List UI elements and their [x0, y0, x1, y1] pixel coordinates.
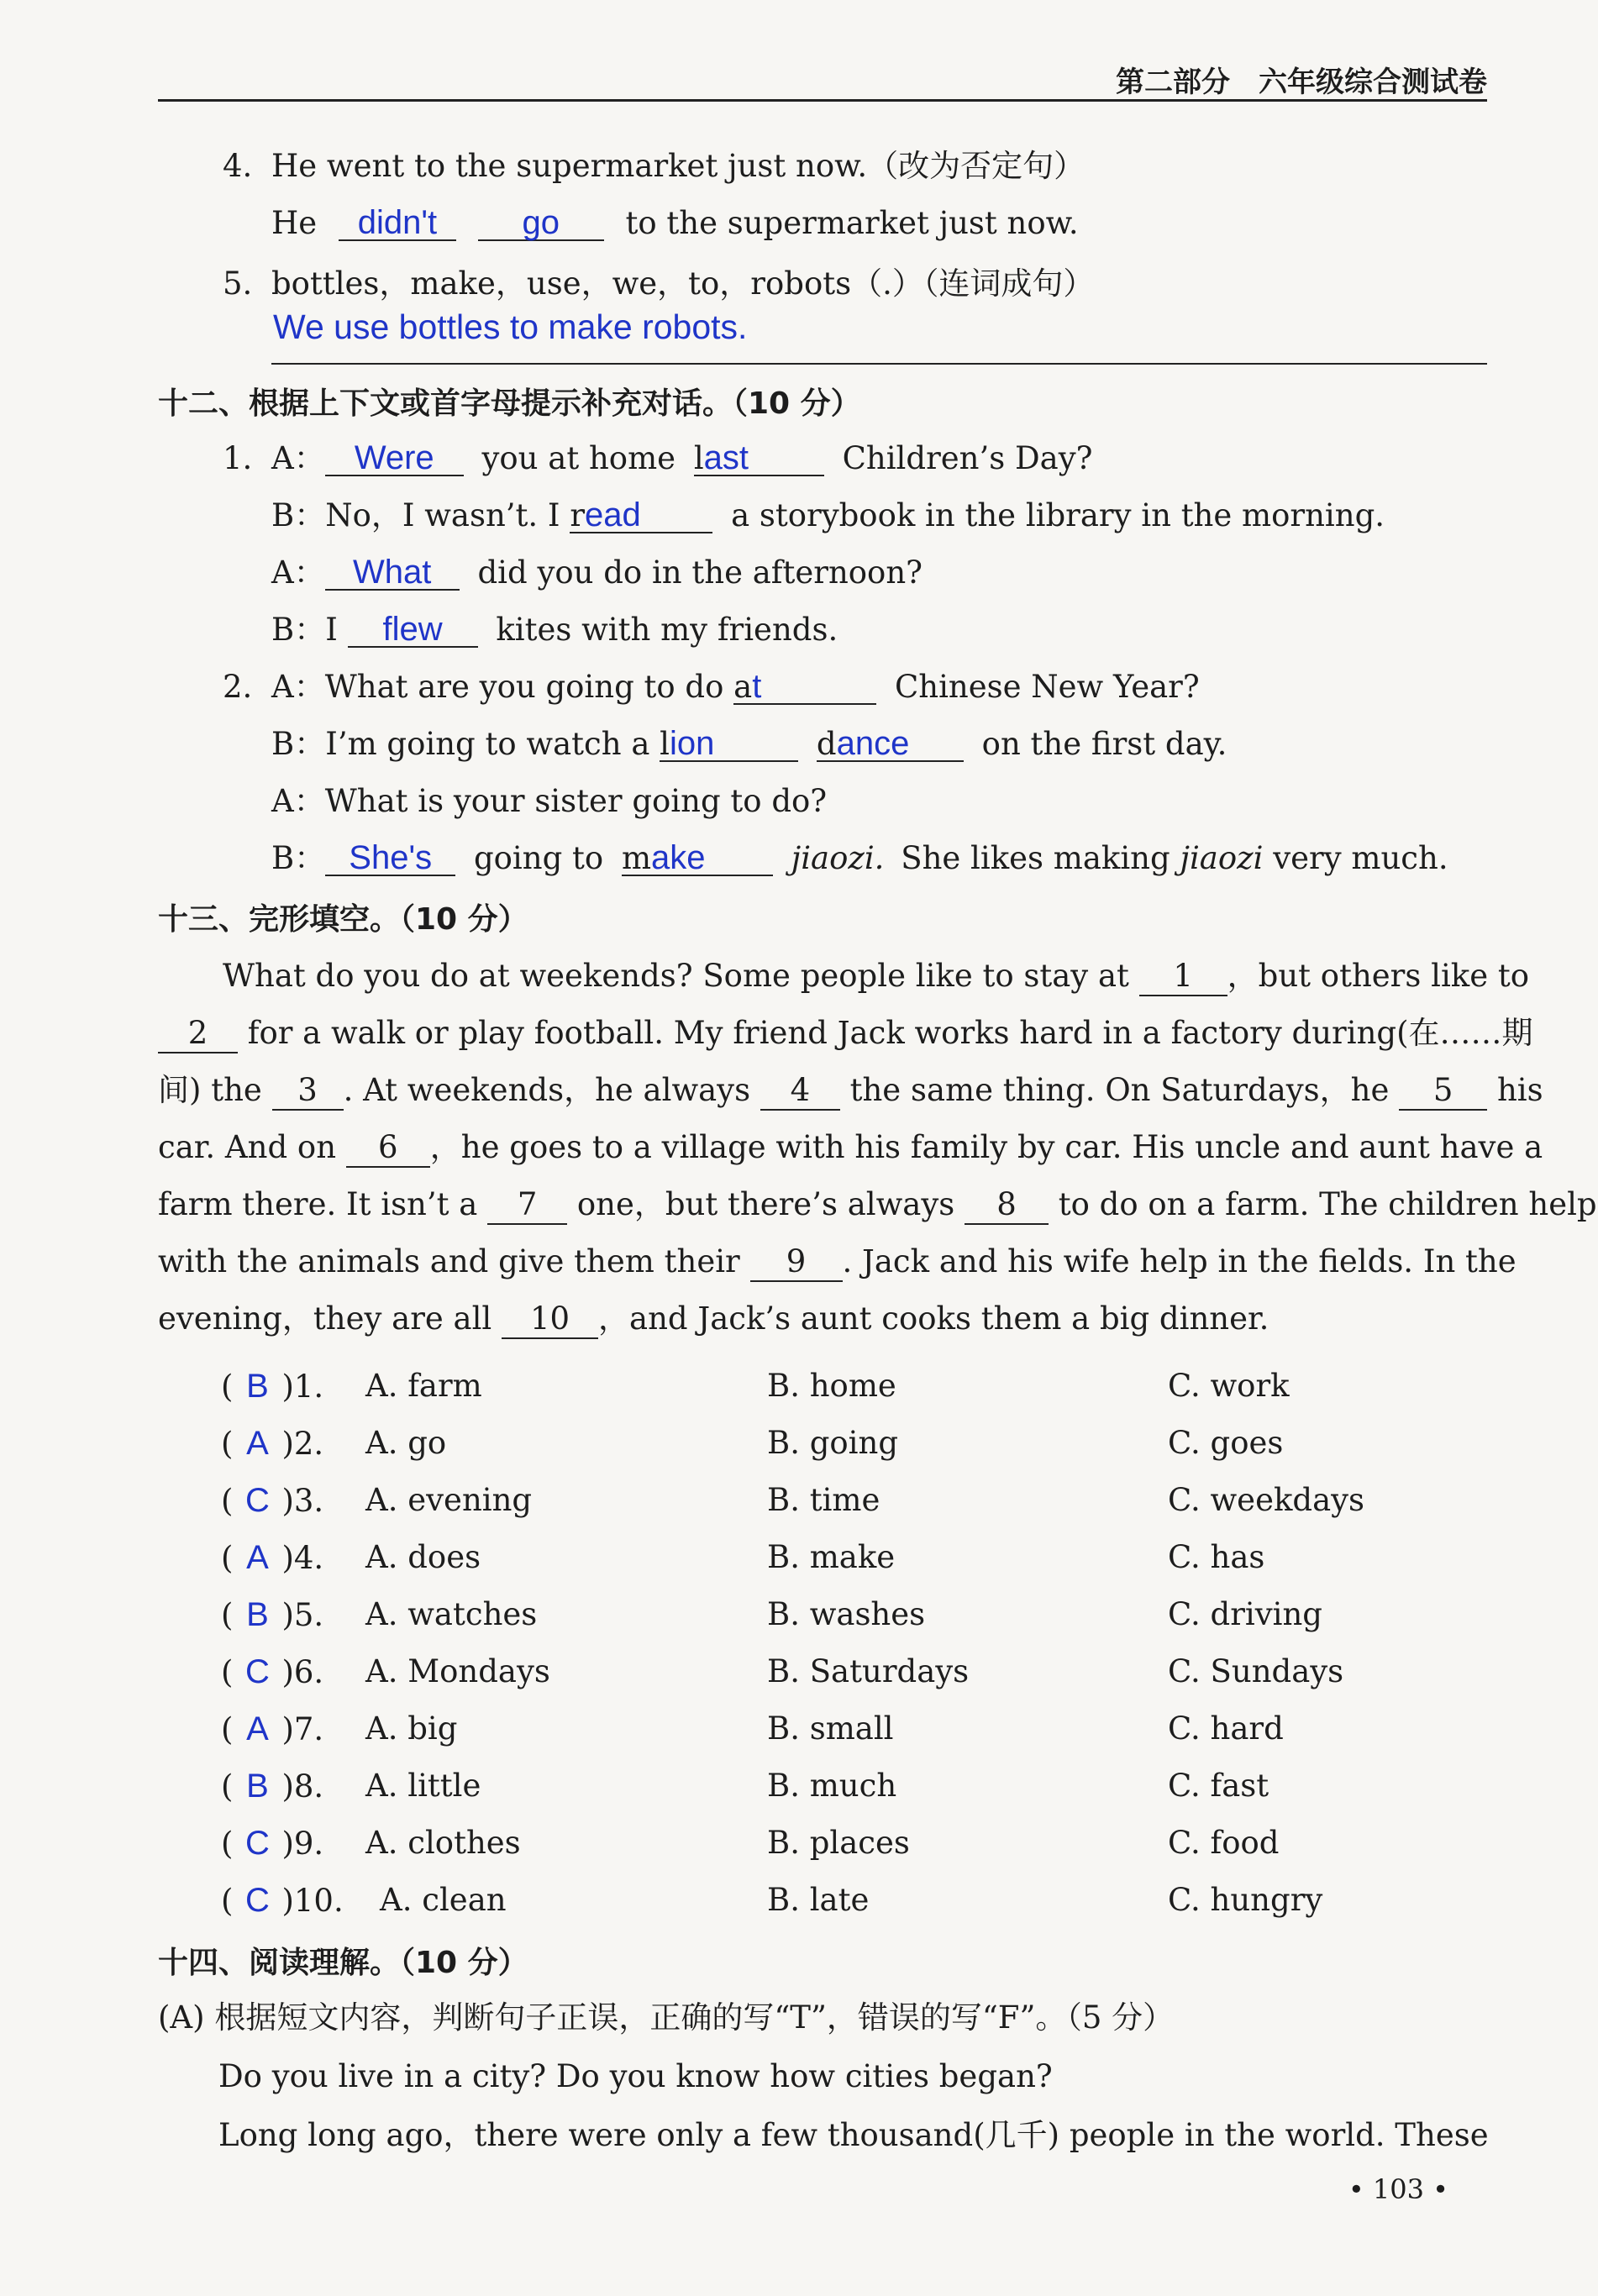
d1-l1-blank-2[interactable]: last	[694, 441, 824, 476]
option-answer[interactable]: C	[244, 1882, 270, 1919]
d1-l1-end: Children’s Day?	[842, 440, 1093, 476]
speaker-b: B：	[271, 612, 326, 648]
q4-rest: to the supermarket just now.	[625, 205, 1079, 241]
option-answer[interactable]: A	[246, 1425, 269, 1462]
section-12-title: 十二、根据上下文或首字母提示补充对话。（10 分）	[158, 386, 861, 421]
cloze-blank-4[interactable]: 4	[760, 1072, 840, 1111]
option-a: A. Mondays	[365, 1653, 550, 1689]
option-c: C. food	[1168, 1825, 1280, 1861]
option-c: C. hard	[1168, 1710, 1284, 1747]
option-a: A. does	[365, 1539, 481, 1575]
option-b: B. going	[767, 1425, 899, 1461]
d1-l1-mid: you at home	[481, 440, 676, 476]
option-b: B. time	[767, 1482, 880, 1518]
option-c: C. weekdays	[1168, 1482, 1365, 1518]
option-c: C. fast	[1168, 1768, 1269, 1804]
option-row: ( C )10.	[221, 1878, 344, 1923]
option-a: A. go	[365, 1425, 447, 1461]
option-row: ( A )4.	[221, 1536, 323, 1580]
option-row: ( B )5.	[221, 1593, 323, 1637]
speaker-a: A：	[271, 669, 325, 705]
d2-l4-italic-2: jiaozi	[1180, 840, 1264, 876]
cloze-blank-2[interactable]: 2	[158, 1015, 238, 1053]
d1-l4-pre: I	[325, 612, 338, 648]
cloze-line-3: 间) the 3 . At weekends，he always 4 the same thing. On Saturdays，he 5 his	[158, 1062, 1485, 1119]
option-row: ( A )7.	[221, 1707, 323, 1752]
option-a: A. farm	[365, 1368, 482, 1404]
q5-prompt: bottles，make，use，we，to，robots（.）（连词成句）	[271, 265, 1095, 302]
d2-l1-pre: What are you going to do	[324, 669, 724, 705]
cloze-blank-3[interactable]: 3	[272, 1072, 344, 1111]
d1-line-3	[271, 551, 923, 595]
d1-l2-blank[interactable]: read	[570, 498, 712, 533]
option-a: A. evening	[365, 1482, 533, 1518]
option-a: A. clothes	[365, 1825, 521, 1861]
page-number: • 103 •	[1348, 2173, 1448, 2205]
speaker-a: A：	[271, 554, 325, 591]
d2-l4-mid: going to	[473, 840, 604, 876]
speaker-b: B：	[271, 840, 326, 876]
option-c: C. hungry	[1168, 1882, 1323, 1918]
option-row: ( C )3.	[221, 1479, 323, 1523]
d2-number: 2.	[223, 669, 253, 705]
option-row: ( A )2.	[221, 1421, 323, 1466]
d2-l2-blank-2[interactable]: dance	[817, 727, 964, 762]
option-b: B. small	[767, 1710, 894, 1747]
option-c: C. goes	[1168, 1425, 1284, 1461]
header-rule	[158, 99, 1487, 102]
option-c: C. work	[1168, 1368, 1290, 1404]
option-row: ( C )9.	[221, 1821, 323, 1866]
d2-l2-pre: I’m going to watch a	[325, 726, 650, 762]
q4-he: He	[271, 205, 318, 241]
option-b: B. washes	[767, 1596, 926, 1632]
d2-l2-end: on the first day.	[981, 726, 1227, 762]
q4-prompt: He went to the supermarket just now.（改为否定句）	[271, 148, 1085, 184]
option-answer[interactable]: C	[244, 1825, 270, 1862]
cloze-line-1: What do you do at weekends? Some people like to stay at 1 ，but others like to	[223, 948, 1487, 1005]
q5-answer-rule	[271, 363, 1487, 365]
option-answer[interactable]: C	[244, 1653, 270, 1690]
option-b: B. Saturdays	[767, 1653, 970, 1689]
option-answer[interactable]: B	[246, 1596, 269, 1633]
d2-l3-text: What is your sister going to do?	[324, 783, 828, 819]
speaker-a: A：	[271, 440, 325, 476]
d2-l4-italic: jiaozi.	[791, 840, 885, 876]
d2-line-2	[271, 722, 1227, 766]
page-header-title: 第二部分 六年级综合测试卷	[1116, 66, 1487, 99]
d1-l2-pre: No，I wasn’t. I	[325, 497, 560, 533]
d1-l3-blank[interactable]: What	[325, 555, 460, 591]
cloze-blank-6[interactable]: 6	[346, 1129, 430, 1168]
d2-l1-blank[interactable]: at	[733, 670, 876, 705]
cloze-blank-5[interactable]: 5	[1399, 1072, 1487, 1111]
speaker-b: B：	[271, 497, 326, 533]
cloze-blank-9[interactable]: 9	[750, 1243, 843, 1282]
option-answer[interactable]: B	[246, 1768, 269, 1805]
d1-l4-end: kites with my friends.	[496, 612, 838, 648]
option-answer[interactable]: B	[246, 1368, 269, 1405]
option-c: C. Sundays	[1168, 1653, 1344, 1689]
option-a: A. watches	[365, 1596, 538, 1632]
d1-line-4	[271, 608, 838, 652]
d1-l1-blank-1[interactable]: Were	[325, 441, 464, 476]
cloze-blank-1[interactable]: 1	[1139, 958, 1227, 996]
cloze-line-6: with the animals and give them their 9 . Jack and his wife help in the fields. In the	[158, 1233, 1485, 1290]
option-b: B. home	[767, 1368, 896, 1404]
section-13-title: 十三、完形填空。（10 分）	[158, 902, 528, 937]
reading-line-1: Do you live in a city? Do you know how cities began?	[218, 2058, 1053, 2094]
section-14-title: 十四、阅读理解。（10 分）	[158, 1946, 528, 1980]
d1-number: 1.	[223, 440, 253, 476]
option-c: C. driving	[1168, 1596, 1322, 1632]
q4-blank-1[interactable]: didn't	[339, 206, 456, 241]
option-b: B. make	[767, 1539, 896, 1575]
d1-l3-end: did you do in the afternoon?	[477, 554, 923, 591]
option-b: B. much	[767, 1768, 897, 1804]
d2-l2-blank-1[interactable]: lion	[660, 727, 798, 762]
speaker-a: A：	[271, 783, 325, 819]
cloze-blank-10[interactable]: 10	[502, 1300, 598, 1339]
option-c: C. has	[1168, 1539, 1265, 1575]
option-row: ( C )6.	[221, 1650, 323, 1694]
d2-line-1	[271, 665, 1200, 709]
section-14-part-a: (A) 根据短文内容，判断句子正误，正确的写“T”，错误的写“F”。（5 分）	[158, 1999, 1175, 2036]
option-a: A. clean	[380, 1882, 507, 1918]
option-row: ( B )8.	[221, 1764, 323, 1809]
q4-answer-line	[271, 202, 1079, 245]
d1-l2-end: a storybook in the library in the morning.	[731, 497, 1385, 533]
option-b: B. late	[767, 1882, 870, 1918]
d2-l4-mid2: She likes making	[901, 840, 1170, 876]
speaker-b: B：	[271, 726, 326, 762]
d2-line-4	[271, 837, 1448, 880]
option-answer[interactable]: C	[244, 1482, 270, 1519]
option-answer[interactable]: A	[246, 1539, 269, 1576]
q4-blank-2[interactable]: go	[478, 206, 604, 241]
option-row: ( B )1.	[221, 1364, 323, 1409]
cloze-blank-7[interactable]: 7	[487, 1186, 567, 1225]
d1-l4-blank[interactable]: flew	[348, 612, 478, 648]
cloze-line-4: car. And on 6 ，he goes to a village with his family by car. His uncle and aunt have a	[158, 1119, 1485, 1176]
option-b: B. places	[767, 1825, 910, 1861]
cloze-line-5: farm there. It isn’t a 7 one，but there’s always 8 to do on a farm. The children help	[158, 1176, 1485, 1233]
d2-line-3	[271, 780, 827, 823]
cloze-line-2: 2 for a walk or play football. My friend Jack works hard in a factory during(在……期	[158, 1005, 1485, 1062]
cloze-blank-8[interactable]: 8	[965, 1186, 1049, 1225]
d2-l1-end: Chinese New Year?	[894, 669, 1200, 705]
q4-number: 4.	[223, 148, 253, 184]
d1-line-1	[271, 437, 1092, 481]
option-answer[interactable]: A	[246, 1710, 269, 1747]
d2-l4-blank-1[interactable]: She's	[325, 841, 455, 876]
q5-number: 5.	[223, 265, 253, 302]
cloze-line-7: evening，they are all 10 ，and Jack’s aunt cooks them a big dinner.	[158, 1290, 1485, 1348]
reading-line-2: Long long ago，there were only a few thousand(几千) people in the world. These	[218, 2117, 1489, 2153]
d2-l4-end: very much.	[1273, 840, 1448, 876]
d2-l4-blank-2[interactable]: make	[622, 841, 773, 876]
option-a: A. little	[365, 1768, 481, 1804]
q5-answer[interactable]: We use bottles to make robots.	[273, 307, 748, 346]
d1-line-2	[271, 494, 1385, 538]
option-a: A. big	[365, 1710, 458, 1747]
